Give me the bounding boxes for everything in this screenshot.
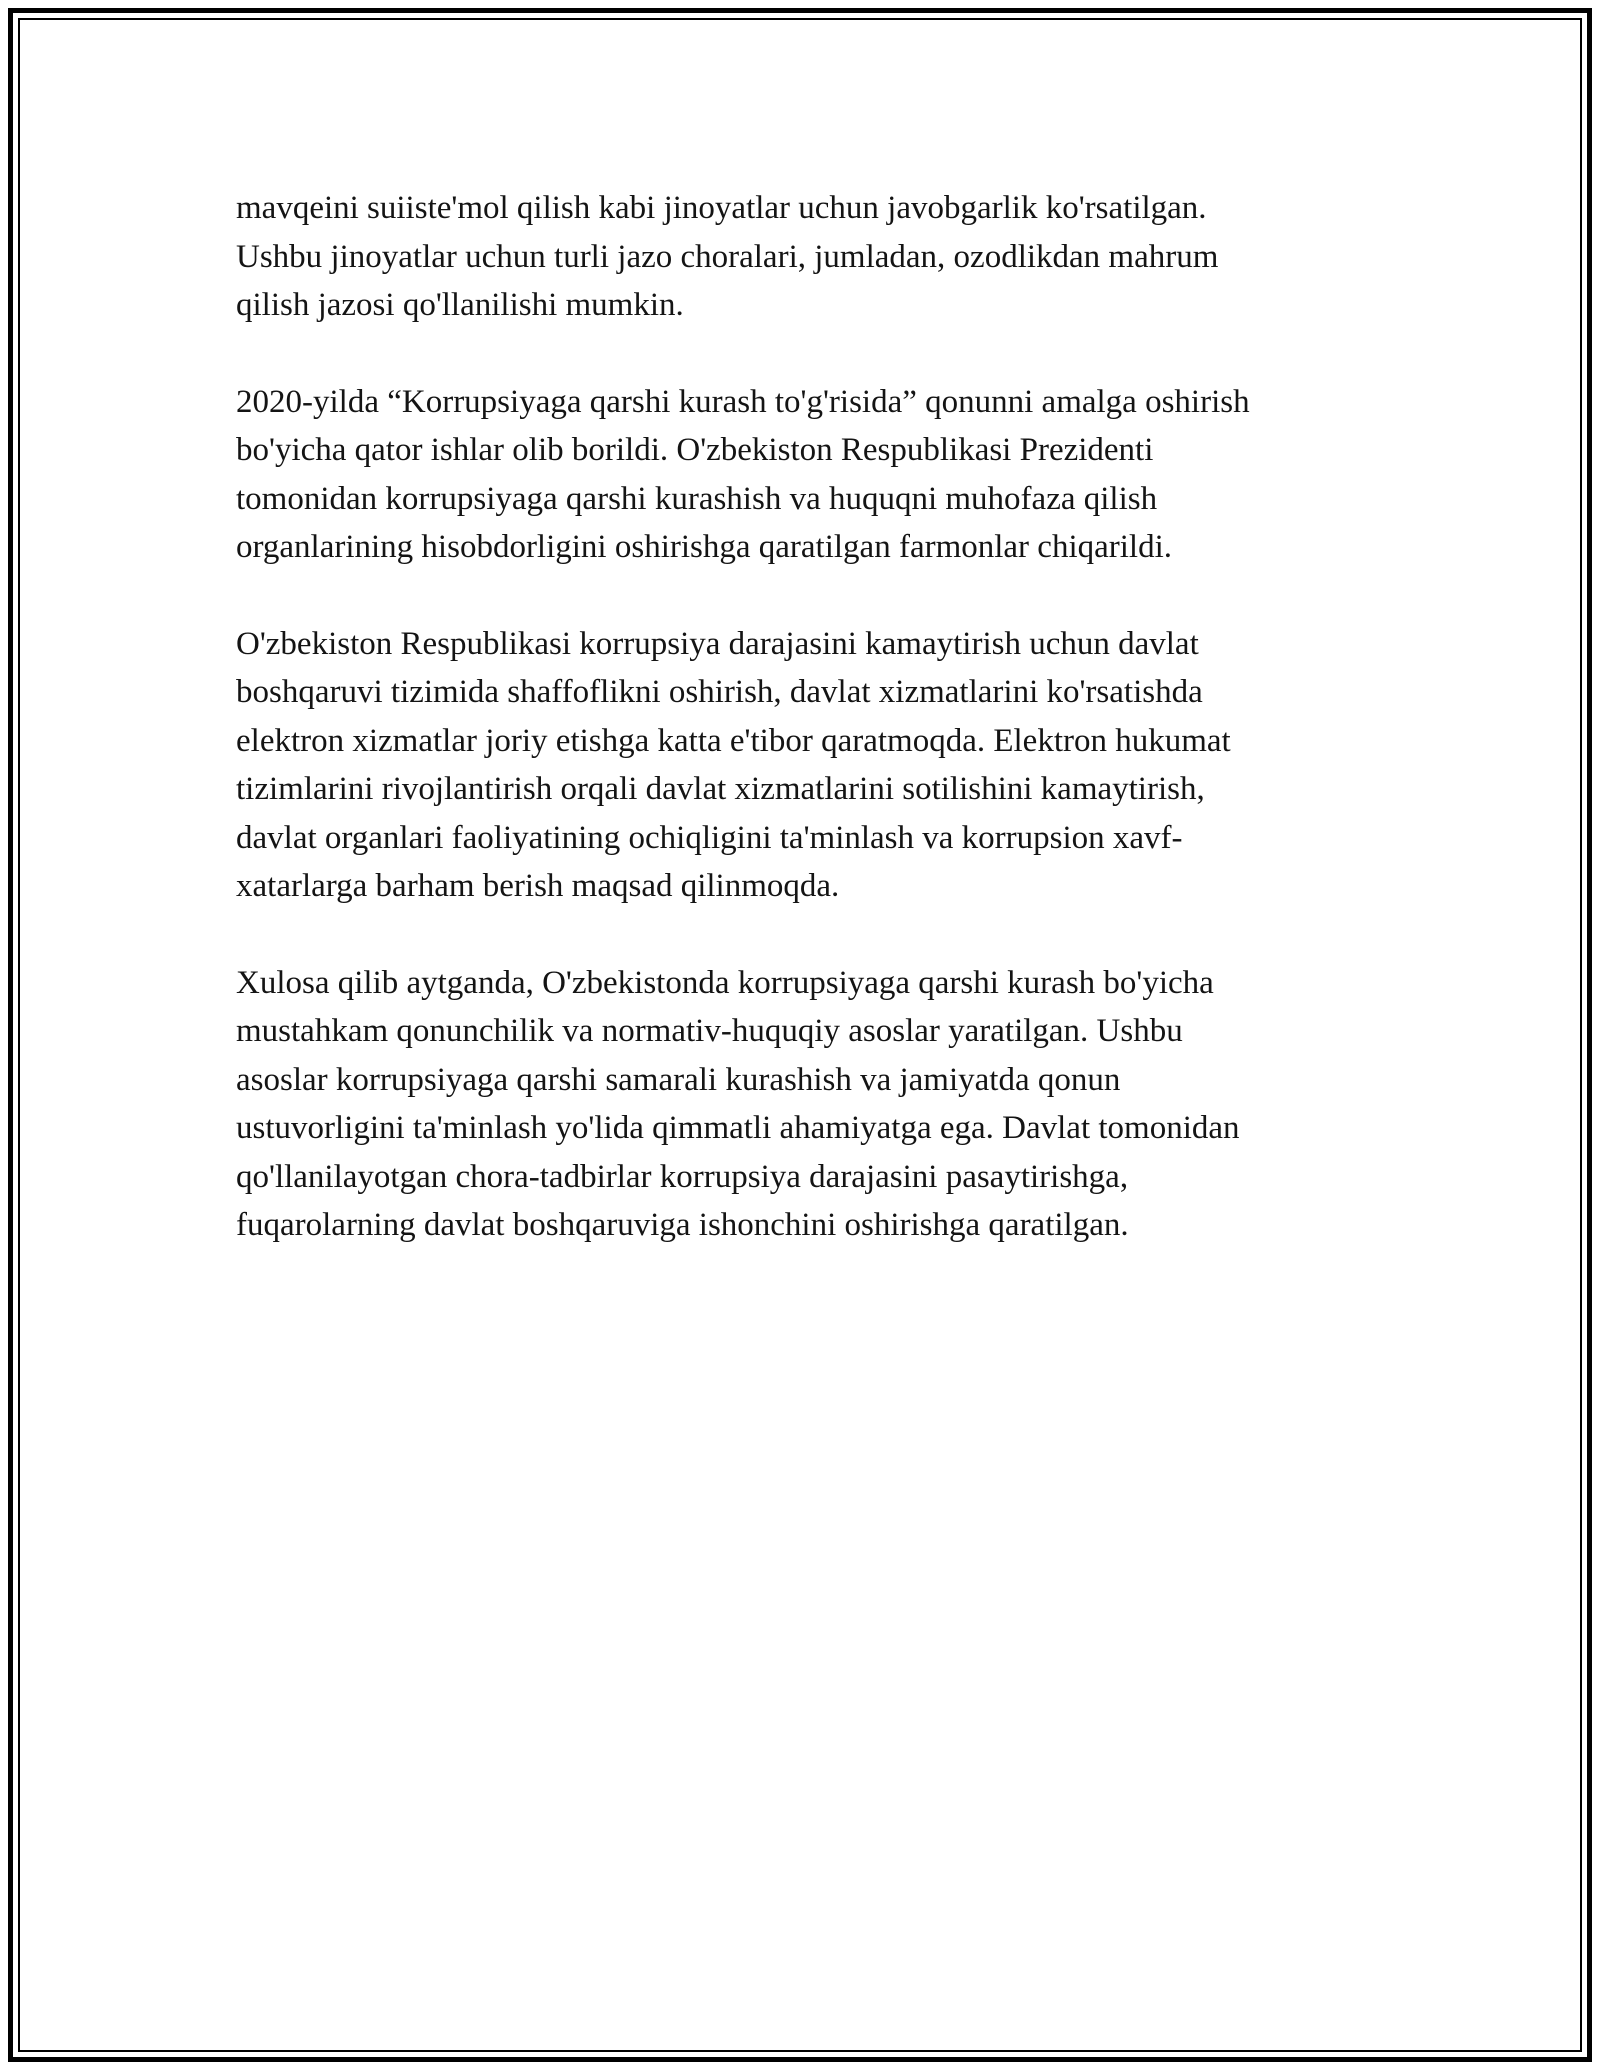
paragraph-line: asoslar korrupsiyaga qarshi samarali kurashish va jamiyatda qonun (236, 1061, 1121, 1098)
paragraph-line: Xulosa qilib aytganda, O'zbekistonda korrupsiyaga qarshi kurash bo'yicha (236, 964, 1214, 1001)
paragraph-3 (236, 620, 1366, 911)
paragraph-2 (236, 378, 1366, 572)
document-body (236, 184, 1366, 1298)
paragraph-line: fuqarolarning davlat boshqaruviga ishonchini oshirishga qaratilgan. (236, 1207, 1129, 1243)
paragraph-line: qilish jazosi qo'llanilishi mumkin. (236, 287, 684, 323)
paragraph-line: mavqeini suiiste'mol qilish kabi jinoyatlar uchun javobgarlik ko'rsatilgan. (236, 190, 1207, 226)
paragraph-line: tizimlarini rivojlantirish orqali davlat xizmatlarini sotilishini kamaytirish, (236, 771, 1205, 807)
paragraph-line: davlat organlari faoliyatining ochiqligini ta'minlash va korrupsion xavf- (236, 819, 1183, 856)
paragraph-line: Ushbu jinoyatlar uchun turli jazo choralari, jumladan, ozodlikdan mahrum (236, 238, 1219, 275)
paragraph-1 (236, 184, 1366, 330)
paragraph-line: 2020-yilda “Korrupsiyaga qarshi kurash to'g'risida” qonunni amalga oshirish (236, 383, 1250, 420)
paragraph-4 (236, 959, 1366, 1250)
paragraph-line: xatarlarga barham berish maqsad qilinmoqda. (236, 868, 840, 904)
paragraph-line: boshqaruvi tizimida shaffoflikni oshirish, davlat xizmatlarini ko'rsatishda (236, 674, 1203, 710)
paragraph-line: O'zbekiston Respublikasi korrupsiya darajasini kamaytirish uchun davlat (236, 625, 1199, 662)
paragraph-line: organlarining hisobdorligini oshirishga qaratilgan farmonlar chiqarildi. (236, 529, 1173, 565)
paragraph-line: tomonidan korrupsiyaga qarshi kurashish va huquqni muhofaza qilish (236, 480, 1158, 517)
paragraph-line: ustuvorligini ta'minlash yo'lida qimmatli ahamiyatga ega. Davlat tomonidan (236, 1110, 1240, 1146)
paragraph-line: mustahkam qonunchilik va normativ-huquqiy asoslar yaratilgan. Ushbu (236, 1013, 1183, 1049)
paragraph-line: elektron xizmatlar joriy etishga katta e'tibor qaratmoqda. Elektron hukumat (236, 722, 1231, 759)
paragraph-line: bo'yicha qator ishlar olib borildi. O'zbekiston Respublikasi Prezidenti (236, 432, 1154, 468)
paragraph-line: qo'llanilayotgan chora-tadbirlar korrupsiya darajasini pasaytirishga, (236, 1158, 1129, 1195)
